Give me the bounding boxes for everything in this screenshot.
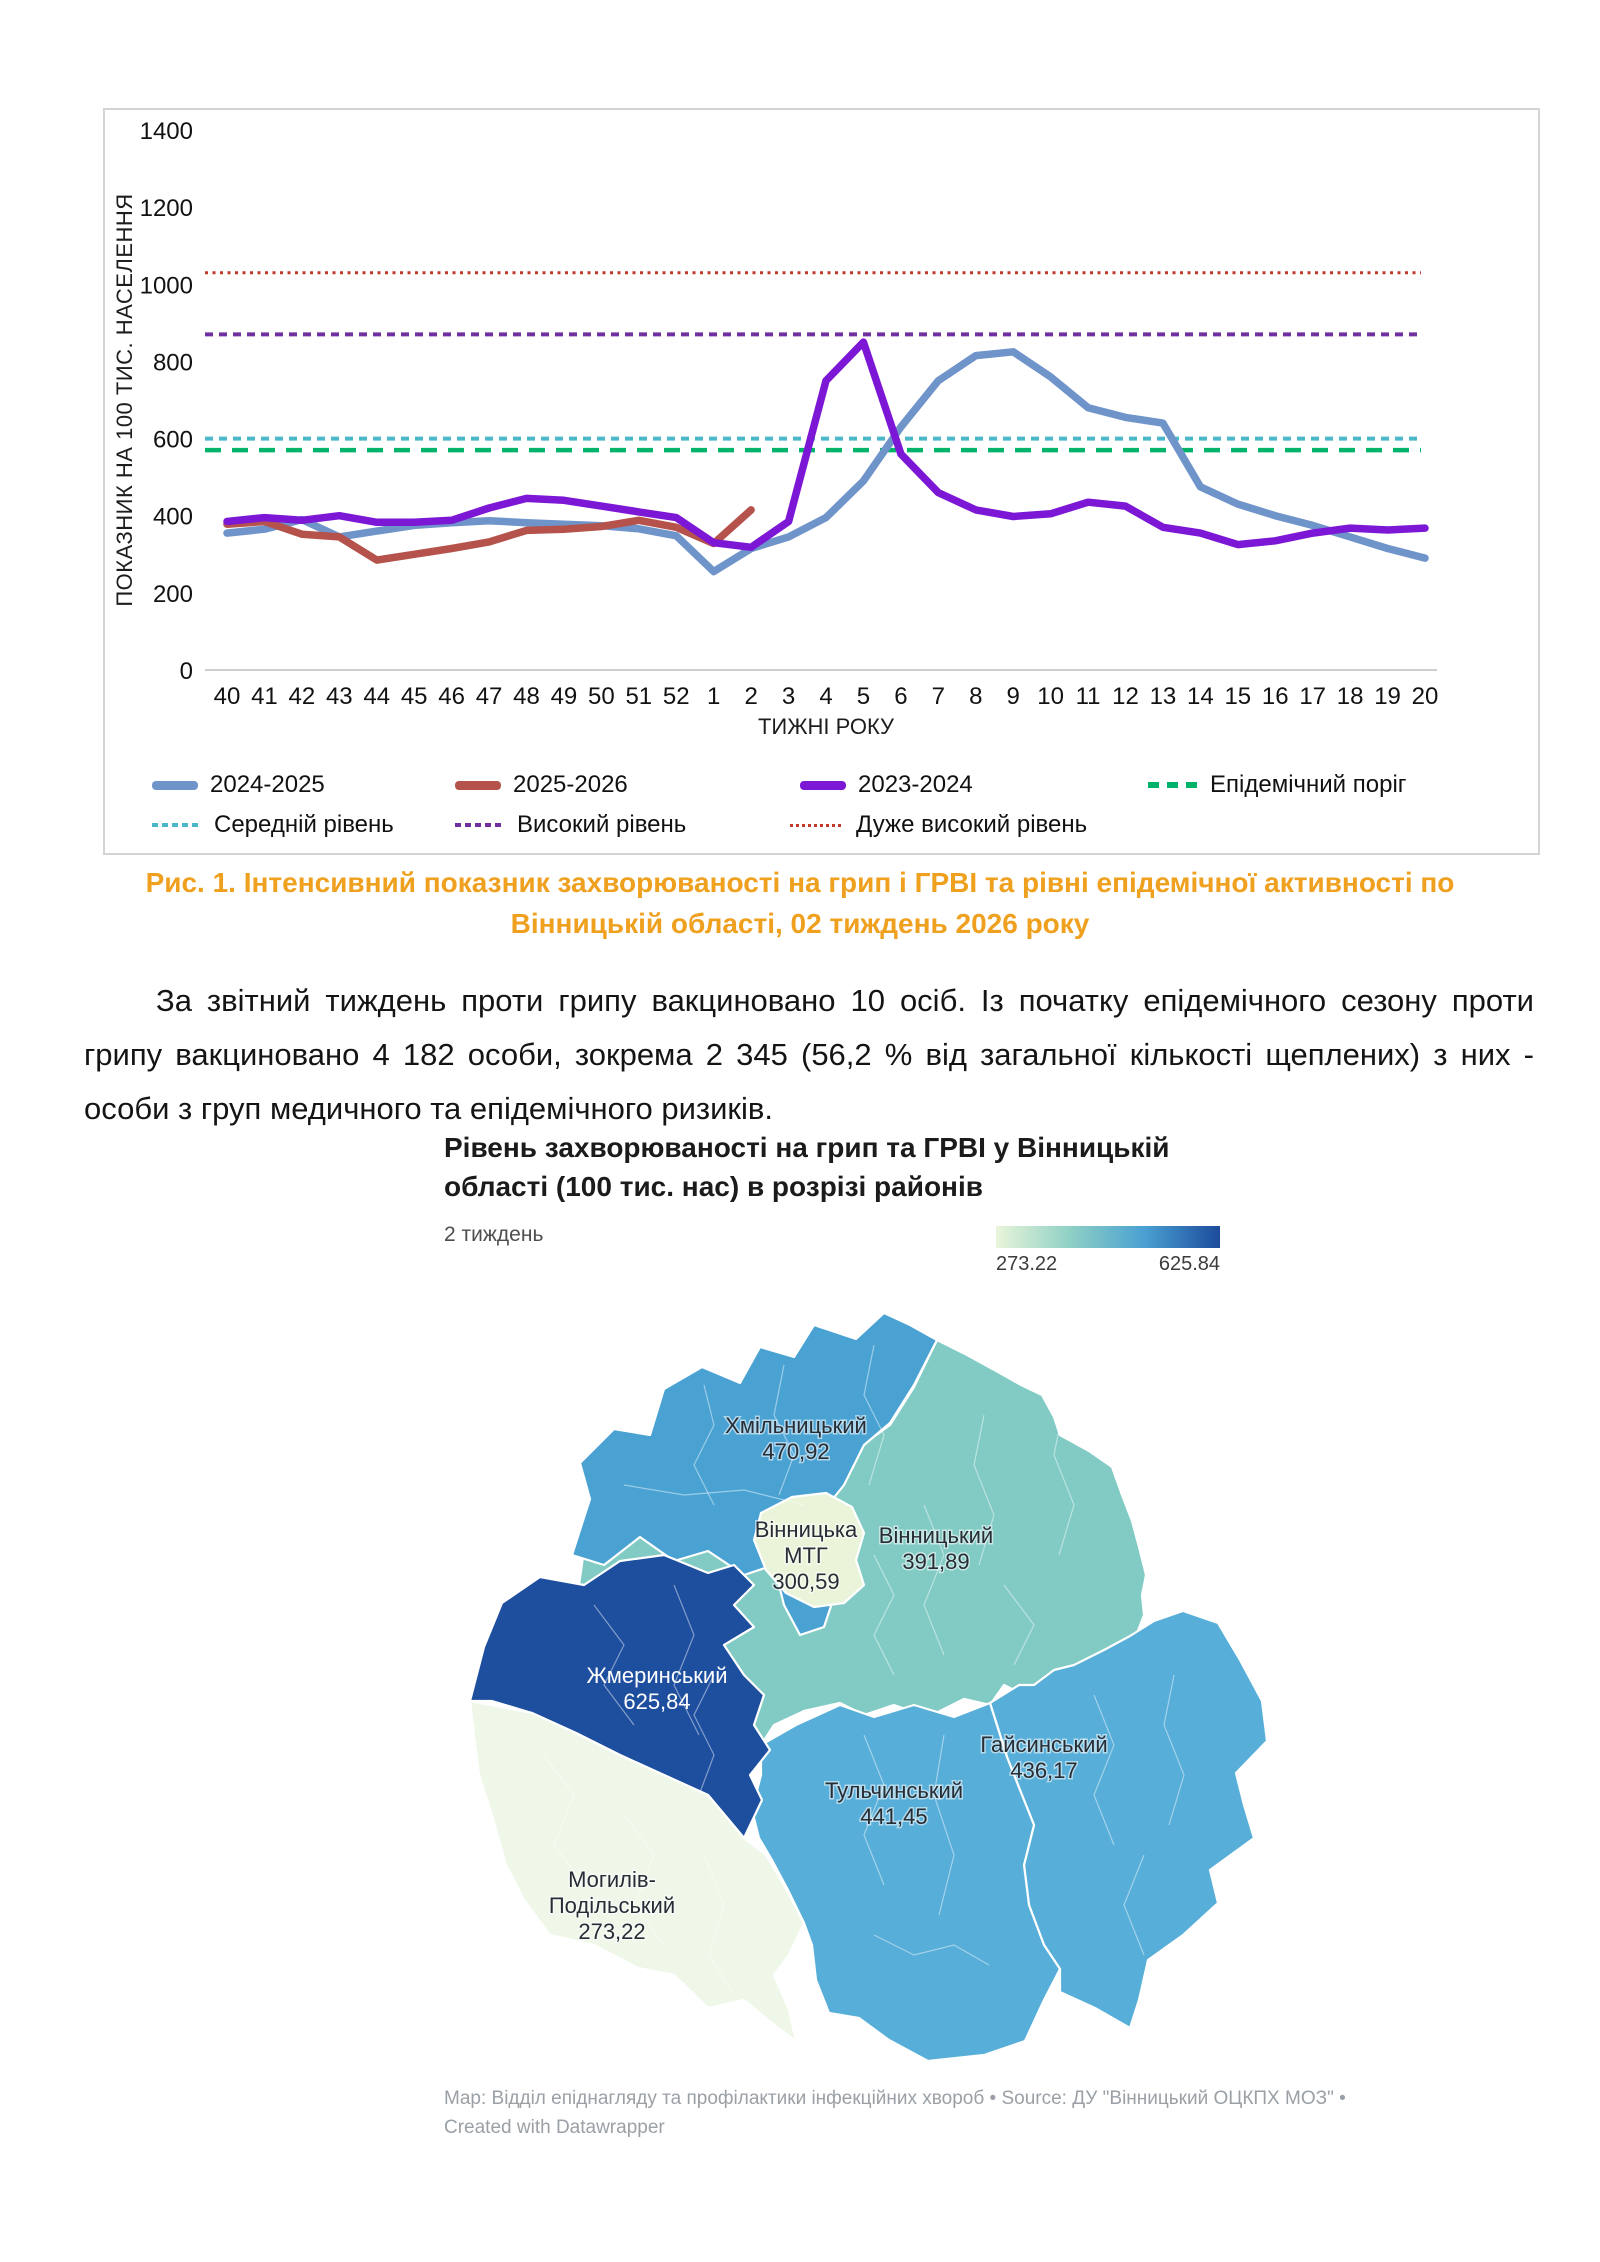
legend-item <box>152 810 394 840</box>
map-region-label: 436,17 <box>1010 1758 1078 1783</box>
legend-item <box>455 770 628 800</box>
legend-swatch-solid <box>800 781 846 790</box>
figure-caption <box>0 862 1600 944</box>
legend-label: Високий рівень <box>517 811 687 838</box>
x-tick-label: 14 <box>1187 683 1214 710</box>
legend-swatch-dot <box>790 824 844 827</box>
x-tick-label: 45 <box>400 683 428 710</box>
x-tick-label: 40 <box>213 683 241 710</box>
legend-label: 2023-2024 <box>858 771 973 798</box>
legend-swatch-solid <box>455 781 501 790</box>
map-legend-max: 625.84 <box>1158 1253 1220 1275</box>
x-tick-label: 18 <box>1336 683 1364 710</box>
x-tick-label: 8 <box>969 683 983 710</box>
x-tick-label: 4 <box>819 683 833 710</box>
x-tick-label: 19 <box>1374 683 1401 710</box>
x-tick-label: 47 <box>475 683 503 710</box>
x-tick-label: 15 <box>1224 683 1252 710</box>
x-tick-label: 5 <box>856 683 871 710</box>
figure-caption-line2: Вінницькій області, 02 тиждень 2026 року <box>510 908 1090 939</box>
x-tick-label: 7 <box>931 683 945 710</box>
map-region-label: Гайсинський <box>980 1732 1108 1757</box>
map-region-label: 470,92 <box>762 1439 830 1464</box>
x-tick-label: 2 <box>744 683 758 710</box>
map-color-legend <box>996 1226 1220 1276</box>
y-tick-label: 800 <box>152 349 193 377</box>
y-axis-title: ПОКАЗНИК НА 100 ТИС. НАСЕЛЕННЯ <box>112 193 137 607</box>
x-tick-label: 9 <box>1006 683 1020 710</box>
x-tick-label: 17 <box>1299 683 1327 710</box>
x-tick-label: 3 <box>781 683 796 710</box>
map-legend-gradient-bar <box>996 1226 1220 1248</box>
x-tick-label: 42 <box>288 683 316 710</box>
line-chart-svg <box>105 110 1538 853</box>
map-subtitle: 2 тиждень <box>444 1223 544 1246</box>
legend-swatch-solid <box>152 781 198 790</box>
incidence-line-chart <box>103 108 1540 855</box>
choropleth-map-svg <box>444 1255 1324 2065</box>
legend-item <box>152 770 325 800</box>
x-axis-title: ТИЖНІ РОКУ <box>757 714 895 739</box>
map-region-label: МТГ <box>784 1543 828 1568</box>
x-tick-label: 10 <box>1037 683 1064 710</box>
y-tick-label: 1400 <box>139 118 193 145</box>
x-tick-label: 20 <box>1411 683 1439 710</box>
map-region-label: Жмеринський <box>586 1663 728 1688</box>
y-tick-label: 400 <box>152 503 193 531</box>
x-tick-label: 46 <box>438 683 465 710</box>
choropleth-map-block <box>444 1128 1404 2142</box>
map-region-label: Могилів- <box>568 1867 656 1892</box>
map-legend-min: 273.22 <box>996 1253 1058 1275</box>
map-region-label: 441,45 <box>860 1804 928 1829</box>
map-region-label: Хмільницький <box>725 1413 867 1438</box>
map-title-line2: області (100 тис. нас) в розрізі районів <box>444 1171 983 1202</box>
legend-swatch-long-dash <box>1148 782 1198 788</box>
x-tick-label: 43 <box>325 683 353 710</box>
map-region-label: Тульчинський <box>824 1778 964 1803</box>
map-footer: Map: Відділ епіднагляду та профілактики інфекційних хвороб • Source: ДУ "Вінницький ОЦКПХ МОЗ" • Created with Datawrapper <box>444 2088 1346 2138</box>
legend-item <box>800 770 973 800</box>
map-region-label: Вінницький <box>878 1523 994 1548</box>
x-tick-label: 51 <box>625 683 653 710</box>
y-tick-label: 1000 <box>139 272 193 300</box>
map-title <box>444 1128 1404 1206</box>
x-tick-label: 11 <box>1075 683 1101 710</box>
x-tick-label: 1 <box>707 683 721 710</box>
map-region-label: 300,59 <box>772 1569 840 1594</box>
map-legend-labels <box>996 1253 1220 1276</box>
x-tick-label: 49 <box>550 683 578 710</box>
map-title-line1: Рівень захворюваності на грип та ГРВІ у Вінницькій <box>444 1132 1170 1163</box>
legend-label: Середній рівень <box>214 811 394 838</box>
x-tick-label: 6 <box>894 683 908 710</box>
map-region-label: Вінницька <box>754 1517 858 1542</box>
map-region-label: 391,89 <box>902 1549 970 1574</box>
map-region-label: 273,22 <box>578 1919 646 1944</box>
legend-label: 2025-2026 <box>513 771 628 798</box>
x-tick-label: 52 <box>662 683 690 710</box>
legend-item <box>790 810 1087 840</box>
legend-item <box>1148 770 1407 800</box>
legend-item <box>455 810 686 840</box>
y-tick-label: 600 <box>152 426 193 454</box>
map-region-label: 625,84 <box>623 1689 691 1714</box>
legend-label: Дуже високий рівень <box>856 811 1088 838</box>
x-tick-label: 50 <box>588 683 615 710</box>
x-tick-label: 48 <box>513 683 540 710</box>
x-tick-label: 44 <box>363 683 391 710</box>
x-tick-label: 41 <box>251 683 278 710</box>
legend-swatch-dash <box>455 823 505 827</box>
x-tick-label: 16 <box>1261 683 1289 710</box>
y-tick-label: 200 <box>152 580 193 608</box>
x-tick-label: 12 <box>1112 683 1139 710</box>
map-region-label: Подільський <box>548 1893 676 1918</box>
y-tick-label: 0 <box>179 658 193 685</box>
body-paragraph: За звітний тиждень проти грипу вакциновано 10 осіб. Із початку епідемічного сезону проти грипу вакциновано 4 182 особи, зокрема 2 345 (56,2 % від загальної кількості щеплених) з них - особи з груп медичного та епідемічного ризиків. <box>84 983 1534 1126</box>
y-tick-label: 1200 <box>139 195 193 223</box>
legend-label: Епідемічний поріг <box>1210 771 1407 798</box>
legend-label: 2024-2025 <box>210 771 325 798</box>
x-tick-label: 13 <box>1149 683 1177 710</box>
figure-caption-line1: Рис. 1. Інтенсивний показник захворюваності на грип і ГРВІ та рівні епідемічної активності по <box>145 867 1455 898</box>
legend-swatch-dash <box>152 823 202 827</box>
choropleth-map <box>444 1255 1404 2070</box>
